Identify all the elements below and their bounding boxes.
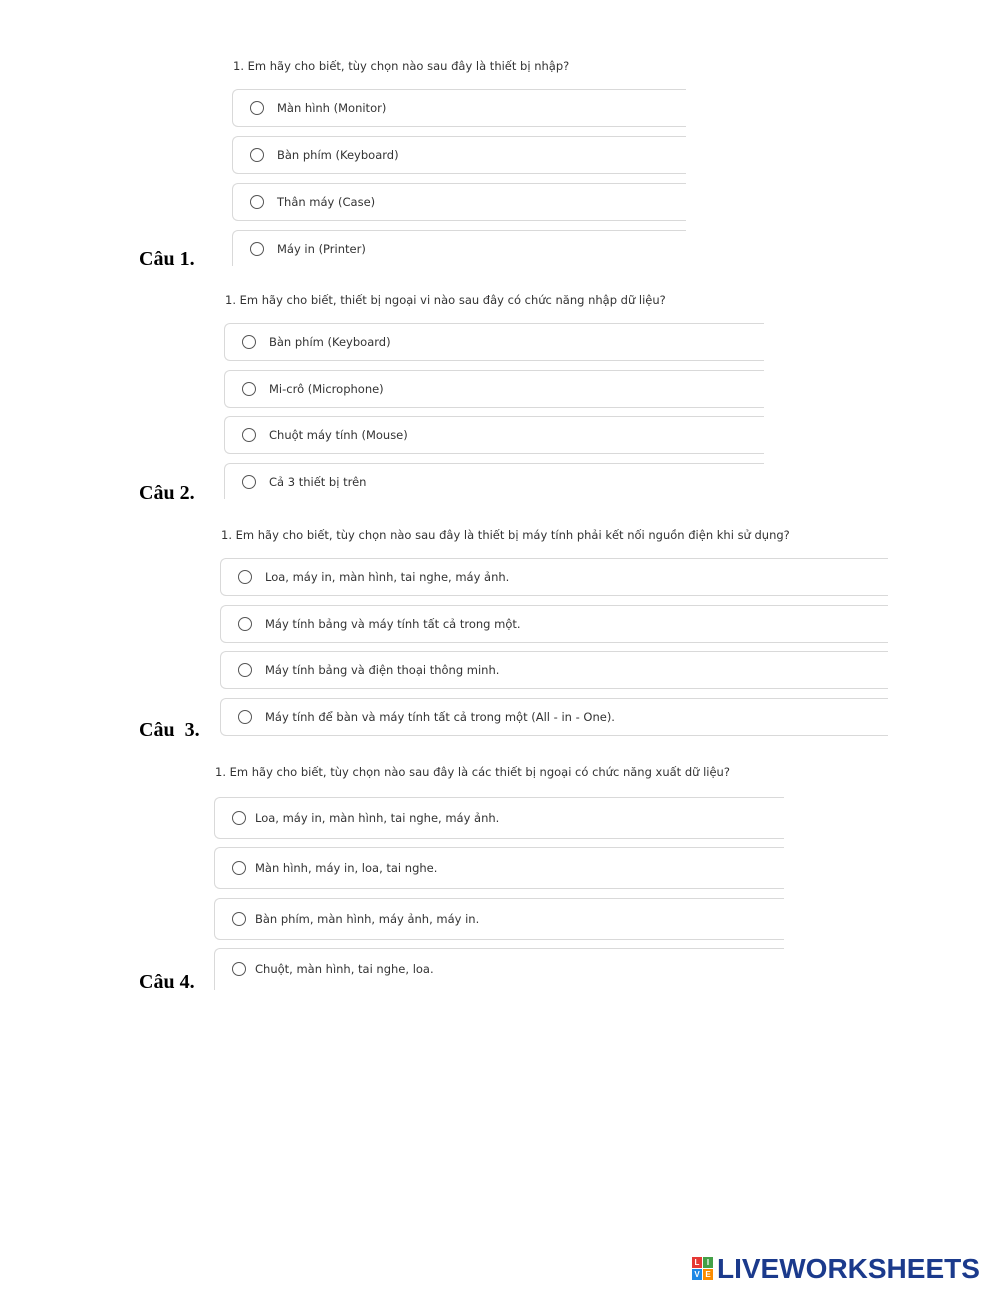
icon-letter: I bbox=[703, 1257, 713, 1268]
option-label: Máy tính bảng và máy tính tất cả trong một. bbox=[265, 617, 521, 631]
option-label: Thân máy (Case) bbox=[277, 195, 376, 209]
liveworksheets-icon bbox=[692, 1257, 714, 1281]
question-prompt: 1. Em hãy cho biết, tùy chọn nào sau đây là các thiết bị ngoại có chức năng xuất dữ liệu? bbox=[215, 765, 730, 779]
option-label: Bàn phím (Keyboard) bbox=[269, 335, 391, 349]
radio-button[interactable] bbox=[232, 861, 246, 875]
icon-letter: V bbox=[692, 1269, 702, 1280]
question-prompt: 1. Em hãy cho biết, tùy chọn nào sau đây là thiết bị máy tính phải kết nối nguồn điện khi sử dụng? bbox=[221, 528, 790, 542]
answer-option[interactable] bbox=[220, 605, 888, 643]
answer-option[interactable] bbox=[224, 416, 764, 454]
answer-option[interactable] bbox=[232, 183, 686, 221]
question-label: Câu 1. bbox=[139, 248, 195, 270]
brand-name: LIVEWORKSHEETS bbox=[717, 1253, 980, 1284]
answer-option[interactable] bbox=[220, 651, 888, 689]
option-label: Màn hình (Monitor) bbox=[277, 101, 387, 115]
option-label: Máy in (Printer) bbox=[277, 242, 366, 256]
radio-button[interactable] bbox=[242, 428, 256, 442]
radio-button[interactable] bbox=[250, 101, 264, 115]
question-label: Câu 4. bbox=[139, 971, 195, 993]
question-label: Câu 3. bbox=[139, 719, 200, 741]
radio-button[interactable] bbox=[232, 912, 246, 926]
radio-button[interactable] bbox=[250, 242, 264, 256]
option-label: Máy tính để bàn và máy tính tất cả trong một (All - in - One). bbox=[265, 710, 615, 724]
option-label: Mi-crô (Microphone) bbox=[269, 382, 384, 396]
option-label: Màn hình, máy in, loa, tai nghe. bbox=[255, 861, 438, 875]
radio-button[interactable] bbox=[238, 617, 252, 631]
question-label: Câu 2. bbox=[139, 482, 195, 504]
answer-option[interactable] bbox=[214, 898, 784, 940]
radio-button[interactable] bbox=[242, 475, 256, 489]
liveworksheets-logo bbox=[692, 1252, 980, 1286]
answer-option[interactable] bbox=[224, 323, 764, 361]
option-label: Máy tính bảng và điện thoại thông minh. bbox=[265, 663, 500, 677]
answer-option[interactable] bbox=[224, 370, 764, 408]
answer-option[interactable] bbox=[220, 558, 888, 596]
answer-option[interactable] bbox=[232, 89, 686, 127]
icon-letter: E bbox=[703, 1269, 713, 1280]
radio-button[interactable] bbox=[242, 335, 256, 349]
option-label: Chuột, màn hình, tai nghe, loa. bbox=[255, 962, 434, 976]
option-label: Bàn phím, màn hình, máy ảnh, máy in. bbox=[255, 912, 480, 926]
answer-option[interactable] bbox=[214, 847, 784, 889]
radio-button[interactable] bbox=[238, 663, 252, 677]
answer-option[interactable] bbox=[214, 948, 784, 990]
radio-button[interactable] bbox=[232, 811, 246, 825]
option-label: Cả 3 thiết bị trên bbox=[269, 475, 367, 489]
icon-letter: L bbox=[692, 1257, 702, 1268]
radio-button[interactable] bbox=[250, 195, 264, 209]
radio-button[interactable] bbox=[238, 710, 252, 724]
radio-button[interactable] bbox=[232, 962, 246, 976]
radio-button[interactable] bbox=[238, 570, 252, 584]
answer-option[interactable] bbox=[232, 136, 686, 174]
option-label: Loa, máy in, màn hình, tai nghe, máy ảnh. bbox=[265, 570, 510, 584]
question-prompt: 1. Em hãy cho biết, tùy chọn nào sau đây là thiết bị nhập? bbox=[233, 59, 570, 73]
answer-option[interactable] bbox=[232, 230, 686, 266]
radio-button[interactable] bbox=[250, 148, 264, 162]
radio-button[interactable] bbox=[242, 382, 256, 396]
option-label: Loa, máy in, màn hình, tai nghe, máy ảnh. bbox=[255, 811, 500, 825]
question-prompt: 1. Em hãy cho biết, thiết bị ngoại vi nào sau đây có chức năng nhập dữ liệu? bbox=[225, 293, 666, 307]
option-label: Bàn phím (Keyboard) bbox=[277, 148, 399, 162]
answer-option[interactable] bbox=[224, 463, 764, 499]
option-label: Chuột máy tính (Mouse) bbox=[269, 428, 408, 442]
answer-option[interactable] bbox=[220, 698, 888, 736]
answer-option[interactable] bbox=[214, 797, 784, 839]
